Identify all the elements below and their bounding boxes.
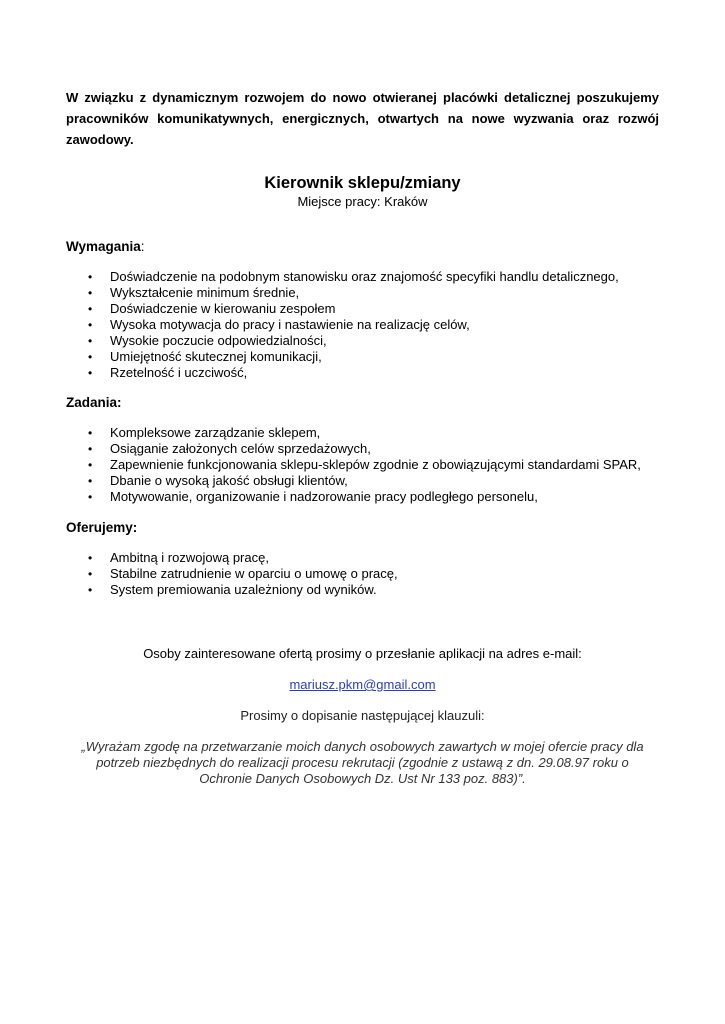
bullet-icon: • xyxy=(88,318,93,332)
bullet-icon: • xyxy=(88,583,93,597)
list-item-text: Motywowanie, organizowanie i nadzorowanie pracy podległego personelu, xyxy=(110,489,538,504)
offer-list xyxy=(66,550,659,598)
list-item-text: Doświadczenie na podobnym stanowisku oraz znajomość specyfiki handlu detalicznego, xyxy=(110,269,619,284)
list-item-text: Wysoka motywacja do pracy i nastawienie na realizację celów, xyxy=(110,317,470,332)
requirements-heading-label: Wymagania xyxy=(66,239,141,254)
application-invitation: Osoby zainteresowane ofertą prosimy o przesłanie aplikacji na adres e-mail: xyxy=(143,646,582,661)
list-item xyxy=(66,333,659,349)
bullet-icon: • xyxy=(88,270,93,284)
list-item xyxy=(66,425,659,441)
tasks-heading: Zadania: xyxy=(66,395,122,410)
list-item-text: Osiąganie założonych celów sprzedażowych, xyxy=(110,441,371,456)
requirements-heading xyxy=(66,238,659,256)
list-item xyxy=(66,550,659,566)
list-item xyxy=(66,317,659,333)
list-item xyxy=(66,349,659,365)
email-line xyxy=(66,677,659,693)
bullet-icon: • xyxy=(88,474,93,488)
tasks-list xyxy=(66,425,659,505)
offer-heading: Oferujemy: xyxy=(66,520,138,535)
list-item xyxy=(66,582,659,598)
bullet-icon: • xyxy=(88,302,93,316)
intro-paragraph: W związku z dynamicznym rozwojem do nowo otwieranej placówki detalicznej poszukujemy pracowników komunikatywnych, energicznych, otwartych na nowe wyzwania oraz rozwój zawodowy. xyxy=(66,90,659,147)
list-item-text: Doświadczenie w kierowaniu zespołem xyxy=(110,301,336,316)
bullet-icon: • xyxy=(88,551,93,565)
list-item-text: Dbanie o wysoką jakość obsługi klientów, xyxy=(110,473,348,488)
list-item-text: Kompleksowe zarządzanie sklepem, xyxy=(110,425,321,440)
list-item xyxy=(66,441,659,457)
list-item-text: Wykształcenie minimum średnie, xyxy=(110,285,300,300)
list-item xyxy=(66,269,659,285)
list-item xyxy=(66,566,659,582)
list-item-text: Umiejętność skutecznej komunikacji, xyxy=(110,349,322,364)
bullet-icon: • xyxy=(88,366,93,380)
list-item-text: Zapewnienie funkcjonowania sklepu-sklepów zgodnie z obowiązującymi standardami SPAR, xyxy=(110,457,641,472)
title-block xyxy=(66,173,659,210)
clause-line: potrzeb niezbędnych do realizacji procesu rekrutacji (zgodnie z ustawą z dn. 29.08.97 roku o xyxy=(96,755,629,770)
list-item-text: System premiowania uzależniony od wyników. xyxy=(110,582,377,597)
list-item xyxy=(66,473,659,489)
bullet-icon: • xyxy=(88,458,93,472)
list-item-text: Ambitną i rozwojową pracę, xyxy=(110,550,269,565)
bullet-icon: • xyxy=(88,426,93,440)
list-item xyxy=(66,457,659,473)
job-location: Miejsce pracy: Kraków xyxy=(297,194,428,209)
clause-request: Prosimy o dopisanie następującej klauzuli: xyxy=(240,708,485,723)
email-link[interactable]: mariusz.pkm@gmail.com xyxy=(289,677,436,692)
bullet-icon: • xyxy=(88,490,93,504)
clause-line: Ochronie Danych Osobowych Dz. Ust Nr 133 poz. 883)”. xyxy=(199,771,526,786)
list-item-text: Wysokie poczucie odpowiedzialności, xyxy=(110,333,327,348)
list-item xyxy=(66,365,659,381)
list-item xyxy=(66,285,659,301)
requirements-list xyxy=(66,269,659,381)
job-offer-document xyxy=(66,87,659,787)
list-item-text: Rzetelność i uczciwość, xyxy=(110,365,248,380)
bullet-icon: • xyxy=(88,286,93,300)
list-item xyxy=(66,489,659,505)
bullet-icon: • xyxy=(88,442,93,456)
list-item xyxy=(66,301,659,317)
bullet-icon: • xyxy=(88,350,93,364)
clause-line: „Wyrażam zgodę na przetwarzanie moich danych osobowych zawartych w mojej ofercie pracy dla xyxy=(81,739,644,754)
consent-clause xyxy=(66,739,659,787)
bullet-icon: • xyxy=(88,567,93,581)
requirements-heading-colon: : xyxy=(140,239,145,254)
job-title: Kierownik sklepu/zmiany xyxy=(264,174,461,192)
bullet-icon: • xyxy=(88,334,93,348)
list-item-text: Stabilne zatrudnienie w oparciu o umowę o pracę, xyxy=(110,566,398,581)
